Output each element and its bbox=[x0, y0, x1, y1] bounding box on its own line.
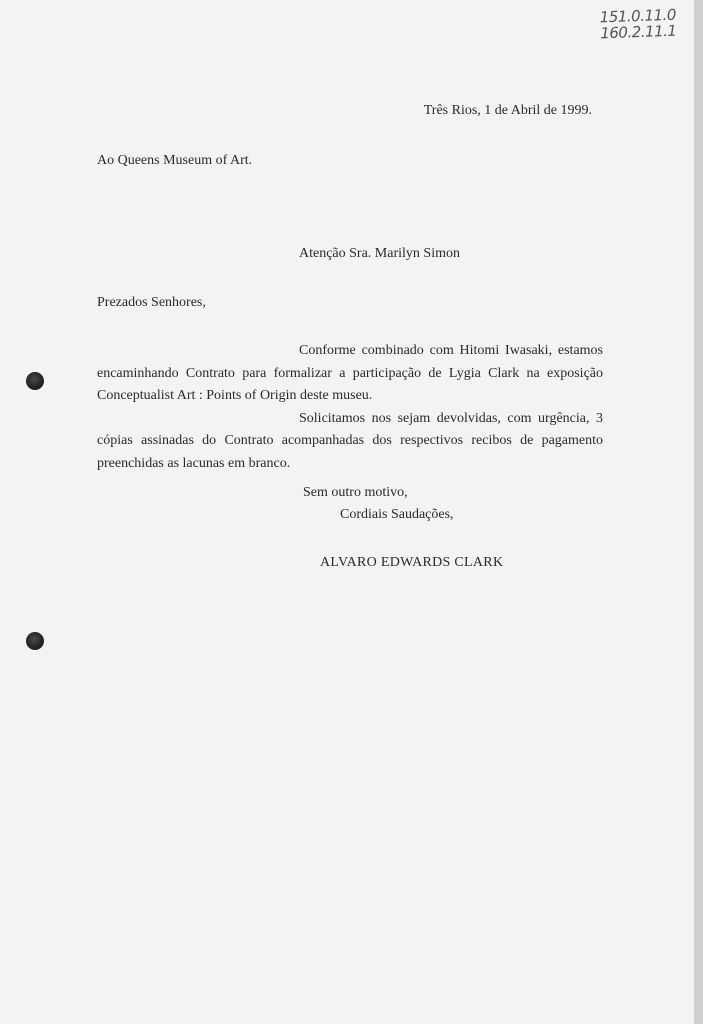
letter-paragraph-2: Solicitamos nos sejam devolvidas, com urgência, 3 cópias assinadas do Contrato acompanhadas dos respectivos recibos de pagamento preenchidas as lacunas em branco. bbox=[97, 410, 603, 471]
letter-signature: ALVARO EDWARDS CLARK bbox=[320, 555, 504, 570]
archive-code-line1: 151.0.11.0 bbox=[599, 5, 677, 27]
page-edge bbox=[694, 0, 703, 1024]
punch-hole-top bbox=[26, 372, 44, 390]
punch-hole-bottom bbox=[26, 632, 44, 650]
letter-closing-line2: Cordiais Saudações, bbox=[340, 507, 454, 522]
letter-date: Três Rios, 1 de Abril de 1999. bbox=[423, 103, 592, 118]
letter-salutation: Prezados Senhores, bbox=[97, 295, 206, 310]
letter-recipient: Ao Queens Museum of Art. bbox=[97, 153, 253, 168]
archive-code bbox=[599, 7, 676, 42]
letter-closing-line1: Sem outro motivo, bbox=[303, 485, 408, 500]
letter-paragraph-1: Conforme combinado com Hitomi Iwasaki, estamos encaminhando Contrato para formalizar a participação de Lygia Clark na exposição Conceptualist Art : Points of Origin deste museu. bbox=[97, 343, 603, 403]
letter-body bbox=[97, 340, 603, 475]
archive-code-line2: 160.2.11.1 bbox=[599, 21, 677, 43]
letter-attention: Atenção Sra. Marilyn Simon bbox=[299, 246, 460, 261]
